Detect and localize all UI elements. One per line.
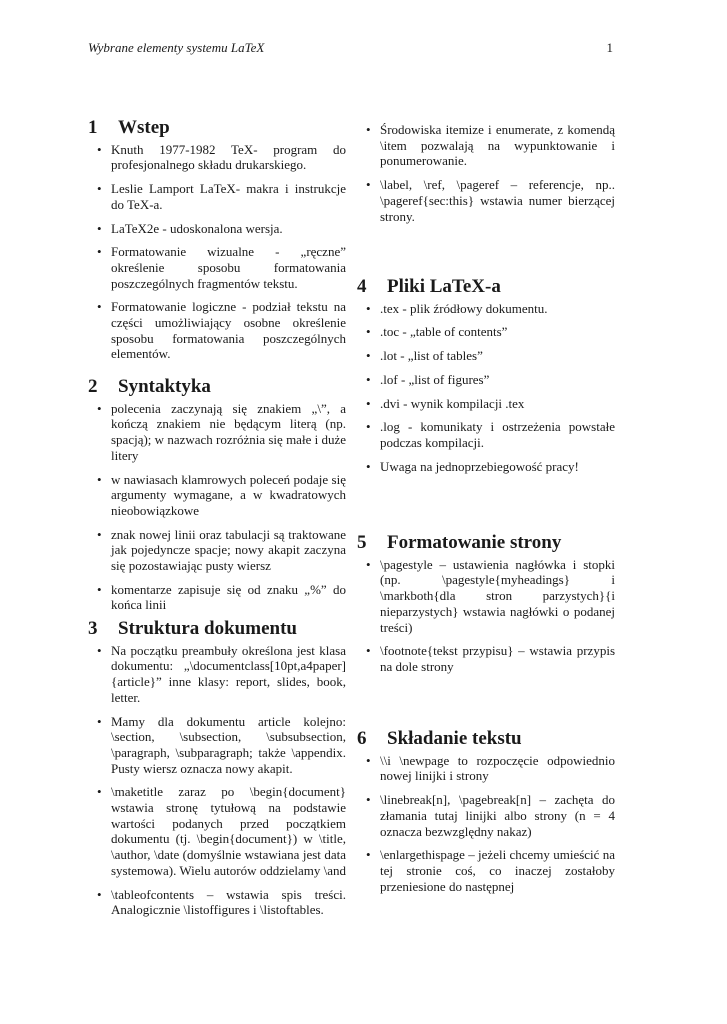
list-item: • .lof - „list of figures” — [357, 372, 615, 388]
list-item: • LaTeX2e - udoskonalona wersja. — [88, 221, 346, 237]
section-title: Struktura dokumentu — [118, 618, 297, 639]
section-heading — [88, 117, 346, 138]
section-number: 3 — [88, 618, 98, 639]
list-item: • .log - komunikaty i ostrzeżenia powstałe podczas kompilacji. — [357, 419, 615, 450]
section-skladanie — [357, 728, 615, 902]
bullet-list — [88, 401, 346, 613]
list-item: • .tex - plik źródłowy dokumentu. — [357, 301, 615, 317]
section-title: Syntaktyka — [118, 376, 211, 397]
section-struktura — [88, 618, 346, 926]
list-item: • Formatowanie logiczne - podział tekstu na części umożliwiający osobne określenie sposobu formatowania poszczególnych elementów. — [88, 299, 346, 362]
list-item: • w nawiasach klamrowych poleceń podaje się argumenty wymagane, a w kwadratowych nieobowiązkowe — [88, 472, 346, 519]
list-item: • .toc - „table of contents” — [357, 324, 615, 340]
section-wstep — [88, 117, 346, 370]
section-syntaktyka — [88, 376, 346, 621]
section-heading — [88, 618, 346, 639]
section-title: Pliki LaTeX-a — [387, 276, 501, 297]
list-item: • \enlargethispage – jeżeli chcemy umieścić na tej stronie coś, co inaczej zostałoby przeniesione do następnej — [357, 847, 615, 894]
section-heading — [357, 532, 615, 553]
section-heading — [357, 276, 615, 297]
section-number: 5 — [357, 532, 367, 553]
list-item: • \linebreak[n], \pagebreak[n] – zachęta do złamania tutaj linijki albo strony (n = 4 oznacza bezwzględny nakaz) — [357, 792, 615, 839]
list-item: • Knuth 1977-1982 TeX- program do profesjonalnego składu drukarskiego. — [88, 142, 346, 173]
list-item: • komentarze zapisuje się od znaku „%” do końca linii — [88, 582, 346, 613]
bullet-list — [357, 753, 615, 895]
list-item: • Na początku preambuły określona jest klasa dokumentu: „\documentclass[10pt,a4paper]{article}” inne klasy: report, slides, book, letter. — [88, 643, 346, 706]
section-formatowanie — [357, 532, 615, 683]
list-item: • polecenia zaczynają się znakiem „\”, a kończą znakiem nie będącym literą (np. spacją); w nazwach rozróżnia się małe i duże litery — [88, 401, 346, 464]
list-item: • \pagestyle – ustawienia nagłówka i stopki (np. \pagestyle{myheadings} i \markboth{dla stron parzystych}{i nieparzystych} wstawia nagłówki o podanej treści) — [357, 557, 615, 636]
list-item: • Leslie Lamport LaTeX- makra i instrukcje do TeX-a. — [88, 181, 346, 212]
section-pliki — [357, 276, 615, 482]
list-item: • \tableofcontents – wstawia spis treści. Analogicznie \listoffigures i \listoftables. — [88, 887, 346, 918]
section-struktura-continued — [357, 122, 615, 232]
list-item: • Środowiska itemize i enumerate, z komendą \item pozwalają na wypunktowanie i ponumerowanie. — [357, 122, 615, 169]
list-item: • \\i \newpage to rozpoczęcie odpowiednio nowej linijki i strony — [357, 753, 615, 784]
bullet-list — [357, 557, 615, 675]
bullet-list — [88, 142, 346, 362]
section-heading — [88, 376, 346, 397]
section-number: 6 — [357, 728, 367, 749]
list-item: • znak nowej linii oraz tabulacji są traktowane jak pojedyncze spacje; nowy akapit zaczyna się pozostawiając pusty wiersz — [88, 527, 346, 574]
page-header — [88, 40, 613, 56]
section-number: 4 — [357, 276, 367, 297]
section-title: Wstep — [118, 117, 170, 138]
page-number: 1 — [606, 40, 613, 55]
section-title: Formatowanie strony — [387, 532, 562, 553]
list-item: • \label, \ref, \pageref – referencje, np.. \pageref{sec:this} wstawia numer bierzącej strony. — [357, 177, 615, 224]
running-title: Wybrane elementy systemu LaTeX — [88, 40, 265, 55]
section-heading — [357, 728, 615, 749]
bullet-list — [357, 301, 615, 475]
list-item: • Mamy dla dokumentu article kolejno: \section, \subsection, \subsubsection, \paragraph, \subparagraph; także \appendix. Pusty wiersz oznacza nowy akapit. — [88, 714, 346, 777]
list-item: • Uwaga na jednoprzebiegowość pracy! — [357, 459, 615, 475]
list-item: • .lot - „list of tables” — [357, 348, 615, 364]
section-number: 2 — [88, 376, 98, 397]
section-title: Składanie tekstu — [387, 728, 522, 749]
bullet-list — [88, 643, 346, 918]
list-item: • \maketitle zaraz po \begin{document} wstawia stronę tytułową na podstawie wartości podanych przed początkiem dokumentu (tj. \begin{document}) w \title, \author, \date (domyślnie wstawiana jest data systemowa). Wielu autorów oddzielamy \and — [88, 784, 346, 878]
list-item: • \footnote{tekst przypisu} – wstawia przypis na dole strony — [357, 643, 615, 674]
list-item: • Formatowanie wizualne - „ręczne” określenie sposobu formatowania poszczególnych fragmentów tekstu. — [88, 244, 346, 291]
bullet-list — [357, 122, 615, 224]
list-item: • .dvi - wynik kompilacji .tex — [357, 396, 615, 412]
section-number: 1 — [88, 117, 98, 138]
